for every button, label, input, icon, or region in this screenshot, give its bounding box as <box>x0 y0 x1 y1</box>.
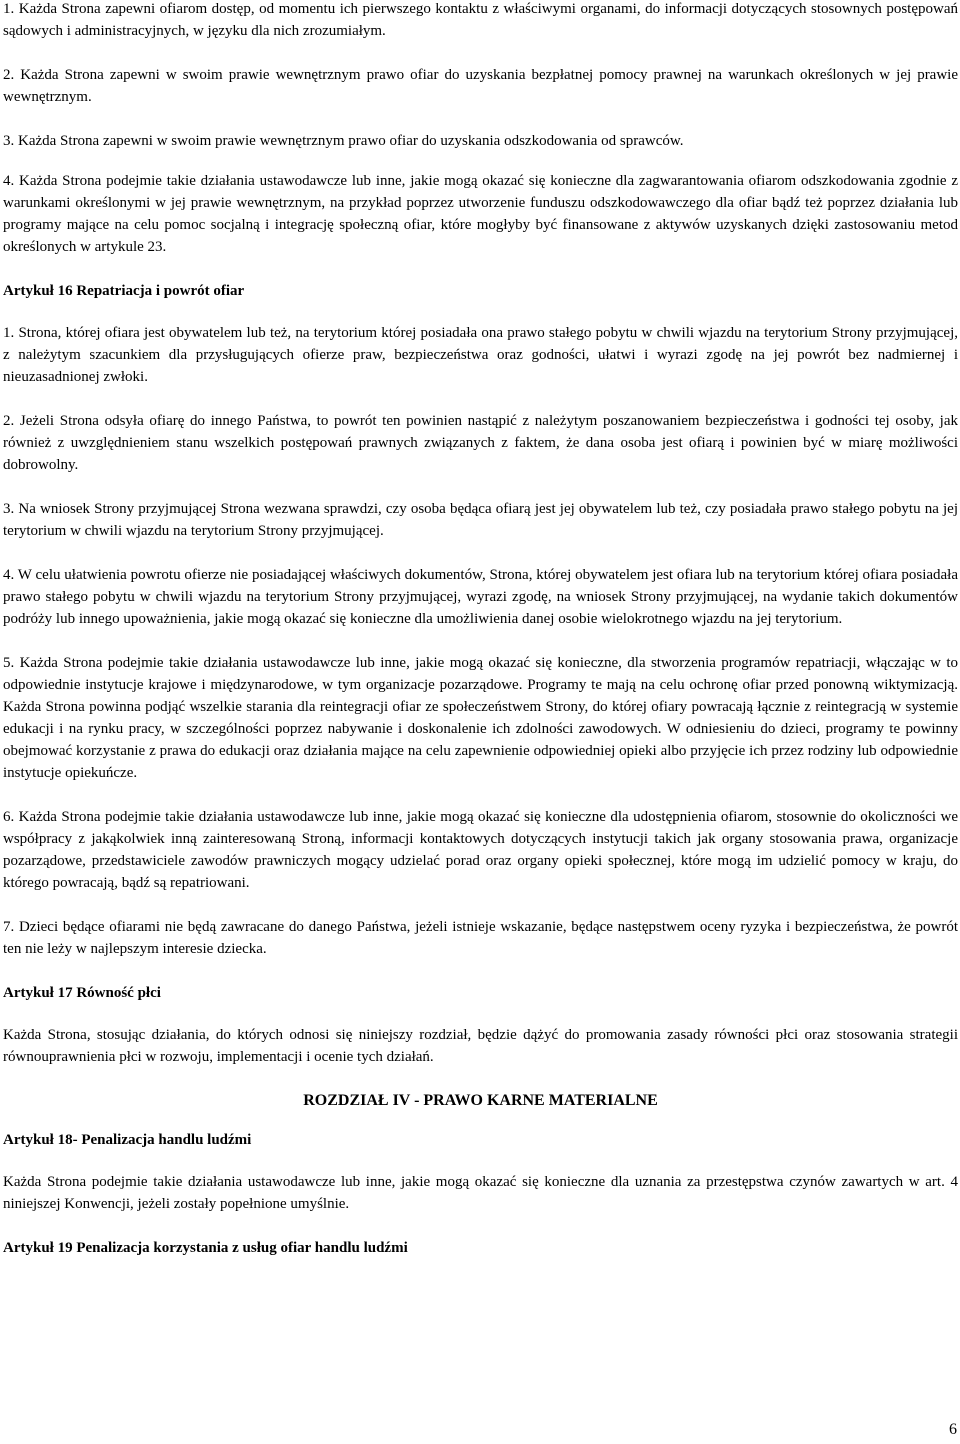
art18-heading: Artykuł 18- Penalizacja handlu ludźmi <box>3 1132 252 1148</box>
art17-paragraph: Każda Strona, stosując działania, do których odnosi się niniejszy rozdział, będzie dążyć do promowania zasady równości płci oraz stosowania strategii równouprawnienia płci w rozwoju, implementacji i ocenie tych działań. <box>3 1027 958 1065</box>
art16-paragraph-2: 2. Jeżeli Strona odsyła ofiarę do innego Państwa, to powrót ten powinien nastąpić z należytym poszanowaniem bezpieczeństwa i godności tej osoby, jak również z uwzględnieniem stanu wszelkich postępowań prawnych związanych z faktem, że dana osoba jest ofiarą i powinien być w miarę możliwości dobrowolny. <box>3 413 958 473</box>
chapter-heading: ROZDZIAŁ IV - PRAWO KARNE MATERIALNE <box>303 1092 658 1109</box>
art18-paragraph: Każda Strona podejmie takie działania ustawodawcze lub inne, jakie mogą okazać się konieczne dla uznania za przestępstwa czynów zawartych w art. 4 niniejszej Konwencji, jeżeli zostały popełnione umyślnie. <box>3 1174 958 1212</box>
art15-paragraph-3: 3. Każda Strona zapewni w swoim prawie wewnętrznym prawo ofiar do uzyskania odszkodowania od sprawców. <box>3 133 684 149</box>
art15-paragraph-2: 2. Każda Strona zapewni w swoim prawie wewnętrznym prawo ofiar do uzyskania bezpłatnej pomocy prawnej na warunkach określonych w jej prawie wewnętrznym. <box>3 67 958 105</box>
art17-heading: Artykuł 17 Równość płci <box>3 985 161 1001</box>
art16-paragraph-7: 7. Dzieci będące ofiarami nie będą zawracane do danego Państwa, jeżeli istnieje wskazanie, będące następstwem oceny ryzyka i bezpieczeństwa, że powrót ten nie leży w najlepszym interesie dziecka. <box>3 919 958 957</box>
art15-paragraph-4: 4. Każda Strona podejmie takie działania ustawodawcze lub inne, jakie mogą okazać się konieczne dla zagwarantowania ofiarom odszkodowania zgodnie z warunkami określonymi w jej prawie wewnętrznym, na przykład poprzez utworzenie funduszu odszkodowawczego dla ofiar bądź też poprzez działania lub programy mające na celu pomoc socjalną i integrację społeczną ofiar, które mogłyby być finansowane z aktywów uzyskanych dzięki zastosowaniu metod określonych w artykule 23. <box>3 173 958 255</box>
art16-paragraph-3: 3. Na wniosek Strony przyjmującej Strona wezwana sprawdzi, czy osoba będąca ofiarą jest jej obywatelem lub też, czy posiadała prawo stałego pobytu na jej terytorium w chwili wjazdu na terytorium Strony przyjmującej. <box>3 501 958 539</box>
art16-paragraph-1: 1. Strona, której ofiara jest obywatelem lub też, na terytorium której posiadała ona prawo stałego pobytu w chwili wjazdu na terytorium Strony przyjmującej, z należytym szacunkiem dla przysługujących ofierze praw, bezpieczeństwa oraz godności, ułatwi i wyrazi zgodę na jej powrót bez nadmiernej i nieuzasadnionej zwłoki. <box>3 325 958 385</box>
page-number: 6 <box>949 1421 957 1438</box>
art19-heading: Artykuł 19 Penalizacja korzystania z usług ofiar handlu ludźmi <box>3 1240 408 1256</box>
page-content <box>3 0 958 1279</box>
art16-heading: Artykuł 16 Repatriacja i powrót ofiar <box>3 283 245 299</box>
art16-paragraph-4: 4. W celu ułatwienia powrotu ofierze nie posiadającej właściwych dokumentów, Strona, której obywatelem jest ofiara lub na terytorium której ofiara posiadała prawo stałego pobytu w chwili wjazdu na terytorium Strony przyjmującej, wyrazi zgodę, na wniosek Strony przyjmującej, na wydanie takich dokumentów podróży lub innego upoważnienia, jakie mogą okazać się konieczne dla umożliwienia danej osobie wielokrotnego wjazdu na jej terytorium. <box>3 567 958 627</box>
art16-paragraph-6: 6. Każda Strona podejmie takie działania ustawodawcze lub inne, jakie mogą okazać się konieczne dla udostępnienia ofiarom, stosownie do okoliczności we współpracy z jakąkolwiek inną zainteresowaną Stroną, informacji kontaktowych dotyczących instytucji takich jak organy stosowania prawa, organizacje pozarządowe, przedstawiciele zawodów prawniczych mogący udzielać porad oraz organy opieki społecznej, które mogą im udzielić pomocy w kraju, do którego powracają, bądź są repatriowani. <box>3 809 958 891</box>
art15-paragraph-1: 1. Każda Strona zapewni ofiarom dostęp, od momentu ich pierwszego kontaktu z właściwymi organami, do informacji dotyczących stosownych postępowań sądowych i administracyjnych, w języku dla nich zrozumiałym. <box>3 1 958 39</box>
art16-paragraph-5: 5. Każda Strona podejmie takie działania ustawodawcze lub inne, jakie mogą okazać się konieczne, dla stworzenia programów repatriacji, włączając w to odpowiednie instytucje krajowe i międzynarodowe, w tym organizacje pozarządowe. Programy te mają na celu ochronę ofiar przed ponowną wiktymizacją. Każda Strona powinna podjąć wszelkie starania dla reintegracji ofiar ze społeczeństwem Strony, do której ofiary powracają łącznie z reintegracją w systemie edukacji i na rynku pracy, w szczególności poprzez nabywanie i doskonalenie ich zdolności zawodowych. W odniesieniu do dzieci, programy te powinny obejmować korzystanie z prawa do edukacji oraz działania mające na celu zapewnienie odpowiedniej opieki albo przyjęcie ich przez rodziny lub odpowiednie instytucje opiekuńcze. <box>3 655 958 781</box>
